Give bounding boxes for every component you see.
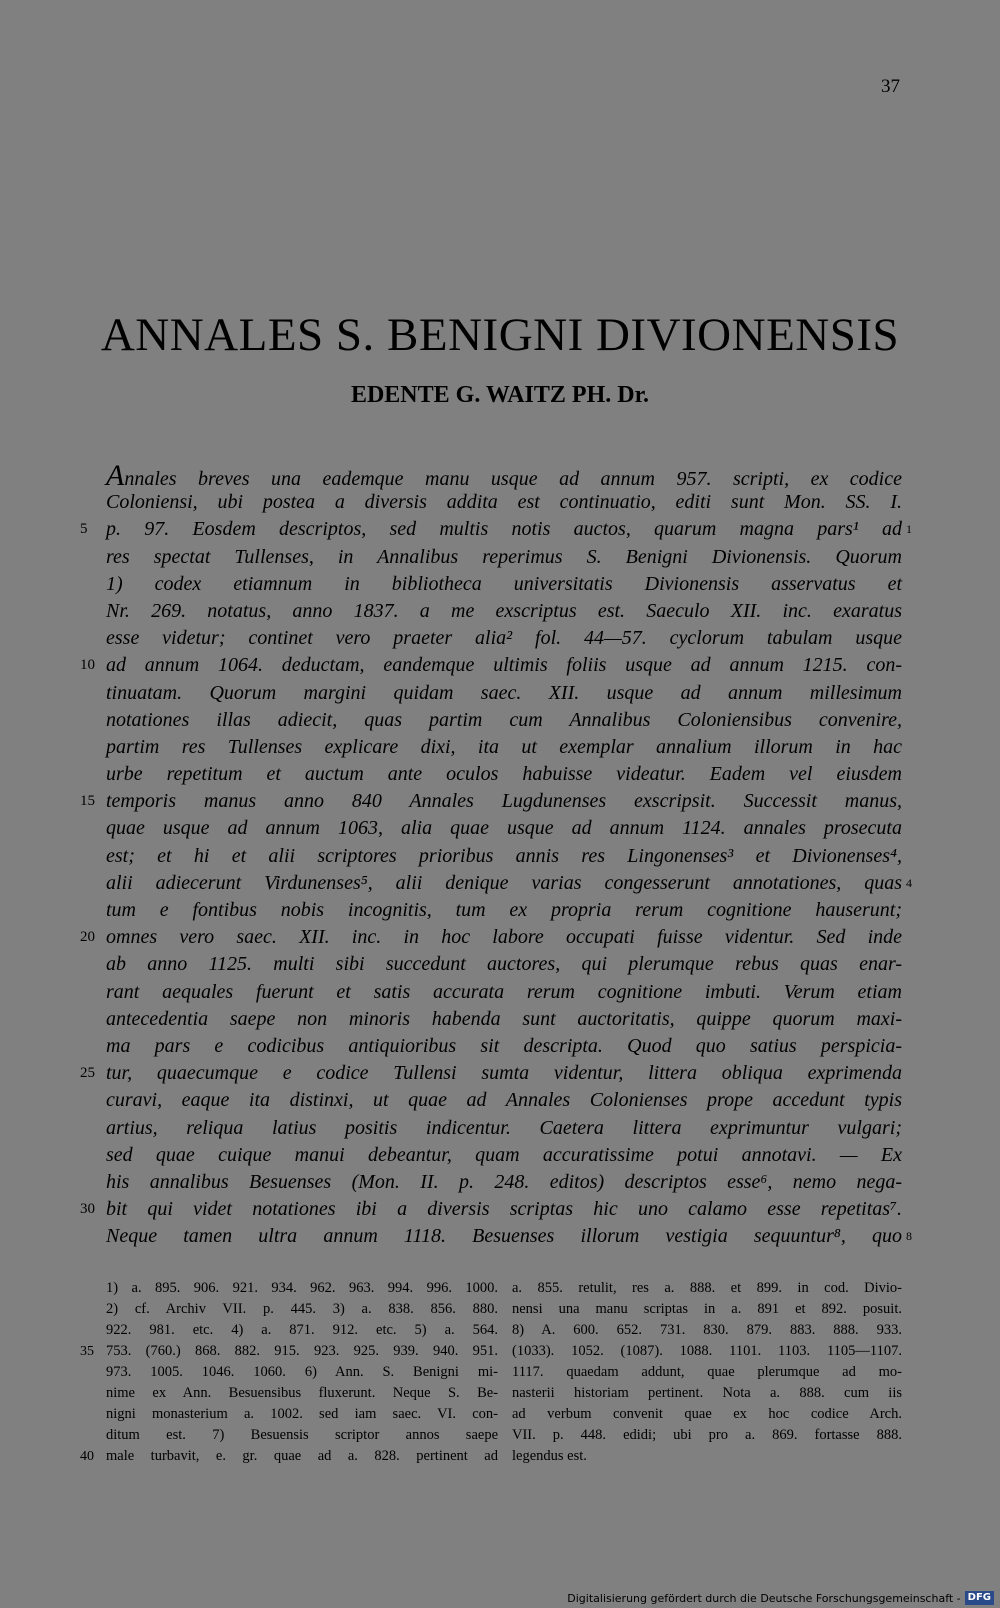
text-line: [106, 979, 902, 1006]
text-line: [106, 489, 902, 516]
text-line: [106, 1223, 912, 1250]
text-line: [106, 843, 902, 870]
line-text: tum e fontibus nobis incognitis, tum ex propria rerum cognitione hauserunt;: [106, 899, 902, 921]
text-line: [80, 1060, 902, 1087]
line-text: rant aequales fuerunt et satis accurata rerum cognitione imbuti. Verum etiam: [106, 980, 902, 1003]
text-line: [106, 870, 912, 897]
line-text: antecedentia saepe non minoris habenda sunt auctoritatis, quippe quorum maxi-: [106, 1007, 902, 1030]
text-line: [106, 761, 902, 788]
line-text: artius, reliqua latius positis indicentur. Caetera littera exprimuntur vulgari;: [106, 1116, 902, 1139]
line-text: nnales breves una eademque manu usque ad annum 957. scripti, ex codice: [124, 468, 902, 490]
line-number: 10: [80, 657, 95, 674]
line-text: Neque tamen ultra annum 1118. Besuenses illorum vestigia sequuntur⁸, quo: [106, 1225, 902, 1248]
text-line: [80, 652, 902, 679]
text-line: [106, 680, 902, 707]
line-text: alii adiecerunt Virdunenses⁵, alii denique varias congesserunt annotationes, quas: [106, 871, 902, 894]
footnote-line: [80, 1446, 498, 1467]
line-number: 15: [80, 793, 95, 810]
text-line: [106, 1169, 902, 1196]
text-line: [106, 1006, 902, 1033]
footnote-line: [80, 1341, 498, 1362]
margin-note-marker: 1: [906, 522, 912, 537]
text-line: [106, 951, 902, 978]
text-line: [106, 734, 902, 761]
line-text: 1) codex etiamnum in bibliotheca universitatis Divionensis asservatus et: [106, 572, 902, 595]
footnote-text: 753. (760.) 868. 882. 915. 923. 925. 939. 940. 951.: [106, 1343, 498, 1359]
line-text: his annalibus Besuenses (Mon. II. p. 248. editos) descriptos esse⁶, nemo nega-: [106, 1170, 902, 1193]
footnote-text: 973. 1005. 1046. 1060. 6) Ann. S. Benigni mi-: [106, 1364, 498, 1380]
footnote-line: (1033). 1052. (1087). 1088. 1101. 1103. 1105—1107.: [512, 1343, 902, 1359]
line-text: res spectat Tullenses, in Annalibus reperimus S. Benigni Divionensis. Quorum: [106, 545, 902, 568]
footnotes-left-column: [80, 1278, 498, 1467]
footnote-line: 8) A. 600. 652. 731. 830. 879. 883. 888. 933.: [512, 1322, 902, 1338]
line-text: esse videtur; continet vero praeter alia² fol. 44—57. cyclorum tabulam usque: [106, 627, 902, 650]
text-line: [80, 788, 902, 815]
line-number: 5: [80, 521, 88, 538]
line-text: temporis manus anno 840 Annales Lugdunenses exscripsit. Successit manus,: [106, 790, 902, 813]
editor-line: EDENTE G. WAITZ PH. Dr.: [350, 382, 650, 408]
line-text: est; et hi et alii scriptores prioribus annis res Lingonenses³ et Divionenses⁴,: [106, 844, 902, 867]
drop-cap: A: [106, 459, 125, 492]
text-line: [106, 815, 902, 842]
footnote-text: nime ex Ann. Besuensibus fluxerunt. Neque S. Be-: [106, 1385, 498, 1401]
text-line: [80, 1196, 902, 1223]
text-line: [106, 1115, 902, 1142]
line-text: ab anno 1125. multi sibi succedunt auctores, qui plerumque rebus quas enar-: [106, 953, 902, 976]
dfg-logo: DFG: [965, 1591, 994, 1605]
footnote-line: legendus est.: [512, 1448, 587, 1464]
footnote-text: 922. 981. etc. 4) a. 871. 912. etc. 5) a. 564.: [106, 1322, 498, 1338]
line-number: 40: [80, 1449, 94, 1464]
line-text: tur, quaecumque e codice Tullensi sumta videntur, littera obliqua exprimenda: [106, 1062, 902, 1085]
footnote-line: 1117. quaedam addunt, quae plerumque ad mo-: [512, 1364, 902, 1380]
line-text: quae usque ad annum 1063, alia quae usque ad annum 1124. annales prosecuta: [106, 817, 902, 840]
line-text: bit qui videt notationes ibi a diversis scriptas hic uno calamo esse repetitas⁷.: [106, 1198, 902, 1221]
page-number: 37: [881, 76, 900, 97]
footnote-line: [106, 1320, 498, 1341]
footnote-line: [106, 1278, 498, 1299]
line-text: Nr. 269. notatus, anno 1837. a me exscriptus est. Saeculo XII. inc. exaratus: [106, 599, 902, 622]
margin-note-marker: 8: [906, 1229, 912, 1244]
text-line: [106, 1087, 902, 1114]
footnote-line: nasterii historiam pertinent. Nota a. 888. cum iis: [512, 1385, 902, 1401]
page-title: ANNALES S. BENIGNI DIVIONENSIS: [100, 309, 900, 361]
footnotes-right-column: [512, 1278, 902, 1467]
footnote-line: [106, 1404, 498, 1425]
footnote-text: 1) a. 895. 906. 921. 934. 962. 963. 994. 996. 1000.: [106, 1280, 498, 1296]
text-line: [106, 598, 902, 625]
line-text: urbe repetitum et auctum ante oculos habuisse videatur. Eadem vel eiusdem: [106, 763, 902, 786]
footnote-line: VII. p. 448. edidi; ubi pro a. 869. fortasse 888.: [512, 1427, 902, 1443]
footnote-line: [106, 1425, 498, 1446]
footnote-line: [106, 1299, 498, 1320]
footnote-text: nigni monasterium a. 1002. sed iam saec. VI. con-: [106, 1406, 498, 1422]
line-text: Coloniensi, ubi postea a diversis addita est continuatio, editi sunt Mon. SS. I.: [106, 491, 902, 514]
text-line: [106, 459, 902, 492]
text-line: [106, 571, 902, 598]
footnote-line: a. 855. retulit, res a. 888. et 899. in cod. Divio-: [512, 1280, 902, 1296]
line-text: p. 97. Eosdem descriptos, sed multis notis auctos, quarum magna pars¹ ad: [106, 518, 902, 541]
line-text: ma pars e codicibus antiquioribus sit descripta. Quod quo satius perspicia-: [106, 1034, 902, 1057]
line-number: 20: [80, 929, 95, 946]
footnote-line: nensi una manu scriptas in a. 891 et 892. posuit.: [512, 1301, 902, 1317]
line-text: sed quae cuique manui debeantur, quam accuratissime potui annotavi. — Ex: [106, 1143, 902, 1166]
line-text: notationes illas adiecit, quas partim cum Annalibus Coloniensibus convenire,: [106, 708, 902, 731]
text-line: [106, 707, 902, 734]
margin-note-marker: 4: [906, 875, 912, 890]
line-number: 30: [80, 1201, 95, 1218]
footnote-line: [106, 1362, 498, 1383]
footnote-text: ditum est. 7) Besuensis scriptor annos saepe: [106, 1427, 498, 1443]
text-line: [106, 625, 902, 652]
line-text: tinuatam. Quorum margini quidam saec. XII. usque ad annum millesimum: [106, 681, 902, 704]
footer-text: Digitalisierung gefördert durch die Deutsche Forschungsgemeinschaft -: [567, 1591, 961, 1605]
line-text: partim res Tullenses explicare dixi, ita ut exemplar annalium illorum in hac: [106, 735, 902, 758]
line-text: ad annum 1064. deductam, eandemque ultimis foliis usque ad annum 1215. con-: [106, 654, 902, 677]
digitization-footer: [567, 1590, 994, 1606]
text-line: [106, 1142, 902, 1169]
line-text: curavi, eaque ita distinxi, ut quae ad Annales Colonienses prope accedunt typis: [106, 1089, 902, 1112]
line-number: 35: [80, 1344, 94, 1359]
footnote-line: ad verbum convenit quae ex hoc codice Arch.: [512, 1406, 902, 1422]
footnote-line: [106, 1383, 498, 1404]
main-text: [80, 459, 912, 1250]
footnote-text: 2) cf. Archiv VII. p. 445. 3) a. 838. 856. 880.: [106, 1301, 498, 1317]
text-line: [106, 544, 902, 571]
footnote-text: male turbavit, e. gr. quae ad a. 828. pertinent ad: [106, 1448, 498, 1464]
text-line: [106, 897, 902, 924]
line-number: 25: [80, 1065, 95, 1082]
line-text: omnes vero saec. XII. inc. in hoc labore occupati fuisse videntur. Sed inde: [106, 926, 902, 949]
text-line: [80, 924, 902, 951]
text-line: [106, 1033, 902, 1060]
text-line: [80, 516, 912, 543]
